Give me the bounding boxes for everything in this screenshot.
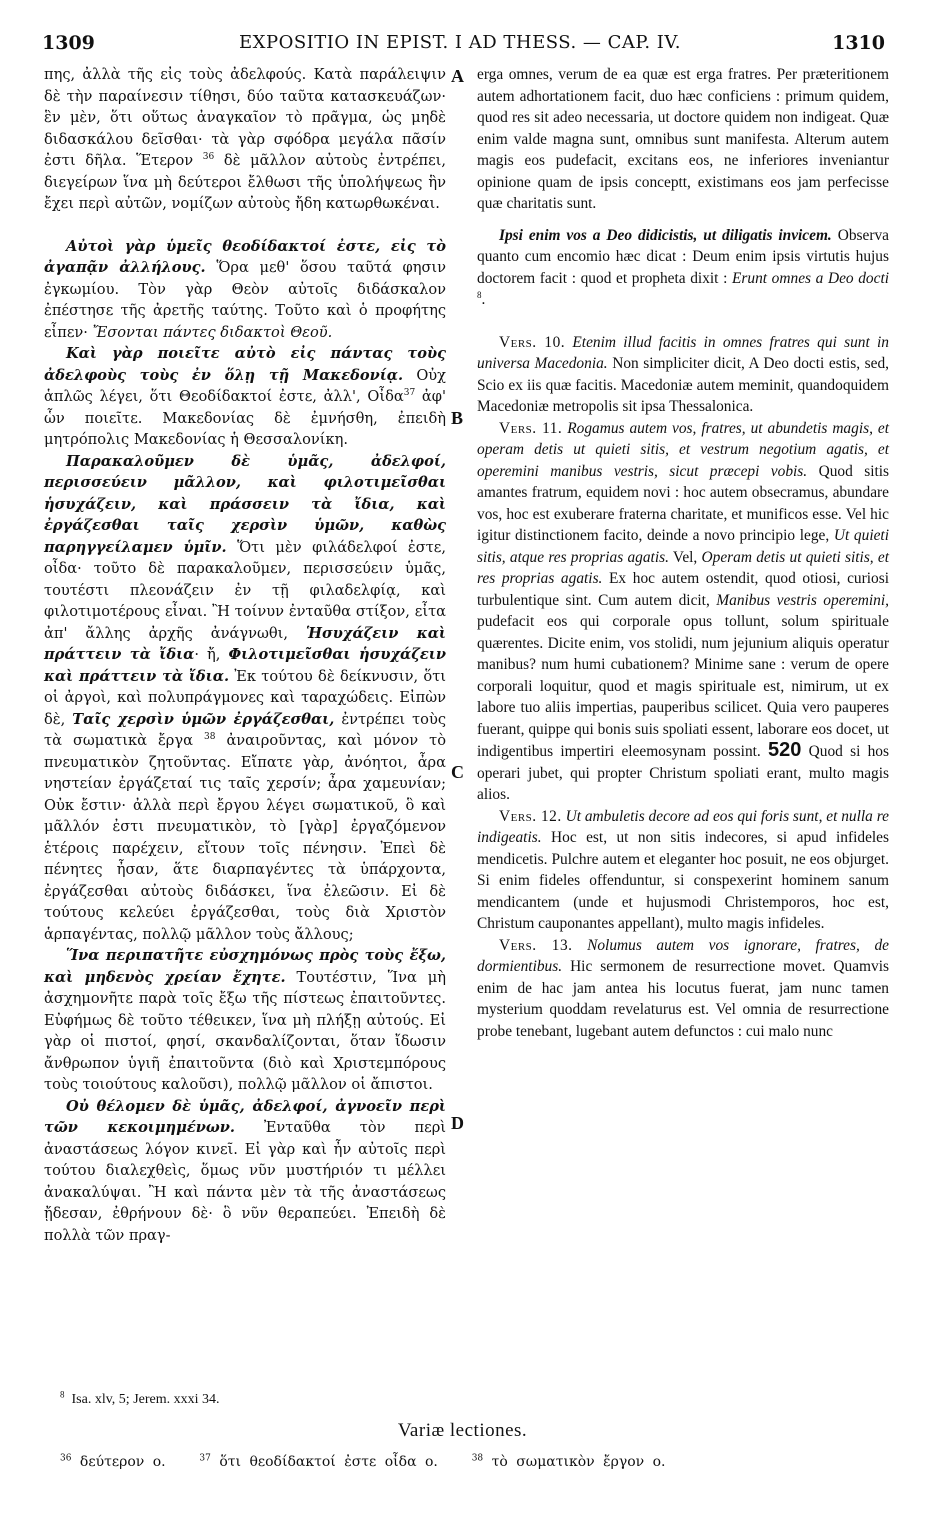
variant-item: $^{37}$ ὅτι θεοδίδακτοί ἐστε οἶδα ο.	[199, 1453, 438, 1470]
column-number: 520	[768, 739, 802, 761]
latin-paragraph: Vers. 13. Nolumus autem vos ignorare, fratres, de dormientibus. Hic sermonem de resurrectione movet. Quamvis enim de hac jam antea his locutus fuerat, jam nunc tamen mysterium quoddam revelaturus est. Vel omnia de resurrectione probe tenebant, lugebant autem defunctos : cui malo nunc	[477, 936, 889, 1040]
greek-paragraph: πης, ἀλλὰ τῆς εἰς τοὺς ἀδελφούς. Κατὰ παράλειψιν δὲ τὴν παραίνεσιν τίθησι, δύο ταῦτα κατασκευάζων· ἓν μὲν, ὅτι οὕτως ἀναγκαῖον τὸ πρᾶγμα, ὡς μηδὲ διδασκάλου δεῖσθαι· τὰ γὰρ σφόδρα μεγάλα πᾶσίν ἐστι δῆλα. Ἕτερον $^{36}$ δὲ μᾶλλον αὐτοὺς ἐντρέπει, διεγείρων ἵνα μὴ δεύτεροι ἔλθωσι τῆς ὑπολήψεως ἣν ἔχει περὶ αὐτῶν, νομίζων αὐτοὺς ἤδη κατωρθωκέναι.	[44, 66, 447, 212]
margin-letter-a: A	[451, 66, 464, 86]
margin-letter-b: B	[451, 408, 464, 428]
running-title: EXPOSITIO IN EPIST. I AD THESS. — CAP. IV.	[239, 32, 681, 53]
latin-paragraph: Vers. 10. Etenim illud facitis in omnes fratres qui sunt in universa Macedonia. Non simpliciter dicit, A Deo docti estis, sed, Scio ex iis quæ facitis. Macedoniæ autem meminit, quandoquidem Macedoniæ metropolis sit ipsa Thessalonica.	[477, 333, 889, 415]
latin-paragraph: Vers. 12. Ut ambuletis decore ad eos qui foris sunt, et nulla re indigeatis. Hoc est, ut non sitis indecores, si apud infideles mendicetis. Pulchre autem et eleganter hoc posuit, ne eos objurget. Si enim fideles offenduntur, si conspexerint hominem sanum mendicantem (unde et hujusmodi Christemporos, hoc est, Christum cauponantes appellant), multo magis infideles.	[477, 807, 889, 932]
margin-letter-c: C	[451, 762, 464, 782]
margin-letter-d: D	[451, 1113, 464, 1133]
greek-paragraph: Αὐτοὶ γὰρ ὑμεῖς θεοδίδακτοί ἐστε, εἰς τὸ ἀγαπᾷν ἀλλήλους. Ὅρα μεθ' ὅσου ταῦτά φησιν ἐγκωμίου. Τὸν γὰρ Θεὸν αὐτοῖς διδάσκαλον ἐπέστησε τῆς ἀρετῆς ταύτης. Τοῦτο καὶ ὁ προφήτης εἶπεν· Ἔσονται πάντες διδακτοὶ Θεοῦ.	[44, 237, 447, 341]
page-header	[0, 32, 925, 62]
latin-paragraph: erga omnes, verum de ea quæ est erga fratres. Per præteritionem autem adhortationem facit, duo hæc conficiens : primum quidem, quod res sit adeo necessaria, ut doctore quidem non indigeat. Quæ enim valde magna sunt, omnibus sunt manifesta. Alterum autem magis eos pudefacit, excitans eos, ne inferiores inveniantur opinione quam de ipsis conceptt, existimans eos jam perfecisse quæ charitatis sunt.	[477, 66, 889, 212]
variant-item: $^{36}$ δεύτερον ο.	[60, 1453, 166, 1470]
variae-lectiones-title: Variæ lectiones.	[397, 1420, 528, 1441]
latin-column	[477, 64, 889, 1042]
greek-column	[44, 64, 446, 1246]
latin-paragraph: Vers. 11. Rogamus autem vos, fratres, ut abundetis magis, et operam detis ut quieti sitis, et vestrum negotium agatis, et operemini manibus vestris, sicut præcepi vobis. Quod sitis amantes fratrum, equidem novi : hoc autem obsecramus, abundare vos, hoc est exuberare fraterna charitate, et munificos esse. Vel hic igitur distinctionem facito, deinde a novo principio lege, Ut quieti sitis, atque res proprias agatis. Vel, Operam detis ut quieti sitis, et res proprias agatis. Ex hoc autem ostendit, quod otiosi, curiosi turbulentique sint. Cum autem dicit, Manibus vestris operemini, pudefacit eos qui corporale opus tollunt, solum spirituale quærentes. Dicite enim, vos stolidi, num jejunium aliquis operatur manibus? num humi cubationem? Minime sane : verum de opere corporali loquitur, quod et magis spirituale est, nimirum, ut ex labore tuo aliis impertias, pauperibus scilicet. Quia vero pauperes fuerant, quippe qui bonis suis spoliati essent, laborare eos docet, ut indigentibus impertiri eleemosynam possint. 520 Quod si hos operari jubet, qui propter Christum spoliati erant, multo magis alios.	[477, 419, 890, 803]
latin-paragraph: Ipsi enim vos a Deo didicistis, ut diligatis invicem. Observa quanto cum encomio hæc dicat : Deum enim ipsis virtutis hujus doctorem facit : quod et propheta dixit : Erunt omnes a Deo docti $^8$.	[477, 226, 889, 308]
greek-paragraph: Παρακαλοῦμεν δὲ ὑμᾶς, ἀδελφοί, περισσεύειν μᾶλλον, καὶ φιλοτιμεῖσθαι ἡσυχάζειν, καὶ πράσσειν τὰ ἴδια, καὶ ἐργάζεσθαι ταῖς χερσὶν ὑμῶν, καθὼς παρηγγείλαμεν ὑμῖν. Ὅτι μὲν φιλάδελφοί ἐστε, οἶδα· τοῦτο δὲ παρακαλοῦμεν, περισσεύειν ὑμᾶς, τουτέστι πλεονάζειν ἐν τῇ φιλαδελφίᾳ, καὶ φιλοτιμοτέρους εἶναι. Ἢ τοίνυν ἐνταῦθα στίξον, εἶτα ἀπ' ἄλλης ἀρχῆς ἀνάγνωθι, Ἡσυχάζειν καὶ πράττειν τὰ ἴδια· ἤ, Φιλοτιμεῖσθαι ἡσυχάζειν καὶ πράττειν τὰ ἴδια. Ἐκ τούτου δὲ δείκνυσιν, ὅτι οἱ ἀργοὶ, καὶ πολυπράγμονες καὶ ταραχώδεις. Εἰπὼν δὲ, Ταῖς χερσὶν ὑμῶν ἐργάζεσθαι, ἐντρέπει τοὺς τὰ σωματικὰ ἔργα $^{38}$ ἀναιροῦντας, καὶ μόνον τὸ πνευματικὸν ζητοῦντας. Εἴπατε γὰρ, ἀνόητοι, ἆρα νηστείαν ἐργάζεταί τις ταῖς χερσίν; ἆρα χαμευνίαν; Οὐκ ἔστιν· ἀλλὰ περὶ ἔργου λέγει σωματικοῦ, ὃ καὶ μᾶλλόν ἐστι πνευματικὸν, τὸ [γὰρ] ἐργαζόμενον ἑτέροις παρέχειν, εἴτουν τοῖς πένησιν. Ἐπεὶ δὲ πένητες ἦσαν, ἅτε διαρπαγέντες τὰ ὑπάρχοντα, ἐργάζεσθαι αὐτοὺς διδάσκει, ἵνα ἐλεῶσιν. Εἰ δὲ τούτους κελεύει ἐργάζεσθαι, τοὺς διὰ Χριστὸν ἁρπαγέντας, πολλῷ μᾶλλον τοὺς ἄλλους;	[44, 452, 447, 943]
greek-paragraph: Ἵνα περιπατῆτε εὐσχημόνως πρὸς τοὺς ἔξω, καὶ μηδενὸς χρείαν ἔχητε. Τουτέστιν, Ἵνα μὴ ἀσχημονῆτε παρὰ τοῖς ἔξω τῆς πίστεως ἐπαιτοῦντες. Εὐφήμως δὲ τοῦτο τέθεικεν, ἵνα μὴ πλήξῃ αὐτούς. Εἰ γὰρ οἱ πιστοί, φησί, σκανδαλίζονται, ὅταν ἴδωσιν ἄνθρωπον ὑγιῆ ἐπαιτοῦντα (διὸ καὶ Χριστεμπόρους τοὺς τοιούτους καλοῦσι), πολλῷ μᾶλλον οἱ ἄπιστοι.	[44, 947, 446, 1093]
greek-paragraph: Οὐ θέλομεν δὲ ὑμᾶς, ἀδελφοί, ἀγνοεῖν περὶ τῶν κεκοιμημένων. Ἐνταῦθα τὸν περὶ ἀναστάσεως λόγον κινεῖ. Εἰ γὰρ καὶ ἦν αὐτοῖς περὶ τούτου διαλεχθεὶς, ὅμως νῦν μυστήριόν τι μέλλει ἀνακαλύψαι. Ἢ καὶ πάντα μὲν τὰ τῆς ἀναστάσεως ᾔδεσαν, ἐθρήνουν δὲ· ὃ νῦν θεραπεύει. Ἐπειδὴ δὲ πολλὰ τῶν πραγ-	[44, 1097, 446, 1244]
footnote: $^8$ Isa. xlv, 5; Jerem. xxxi 34.	[60, 1389, 220, 1407]
greek-paragraph: Καὶ γὰρ ποιεῖτε αὐτὸ εἰς πάντας τοὺς ἀδελφοὺς τοὺς ἐν ὅλῃ τῇ Μακεδονίᾳ. Οὐχ ἁπλῶς λέγει, ὅτι Θεοδίδακτοί ἐστε, ἀλλ', Οἶδα$^{37}$ ἀφ' ὧν ποιεῖτε. Μακεδονίας δὲ ἐμνήσθη, ἐπειδὴ μητρόπολις Μακεδονίας ἡ Θεσσαλονίκη.	[44, 345, 447, 448]
page-number-left: 1309	[42, 32, 95, 54]
page-number-right: 1310	[832, 32, 885, 54]
variant-readings	[60, 1454, 666, 1470]
variant-item: $^{38}$ τὸ σωματικὸν ἔργον ο.	[471, 1453, 666, 1470]
